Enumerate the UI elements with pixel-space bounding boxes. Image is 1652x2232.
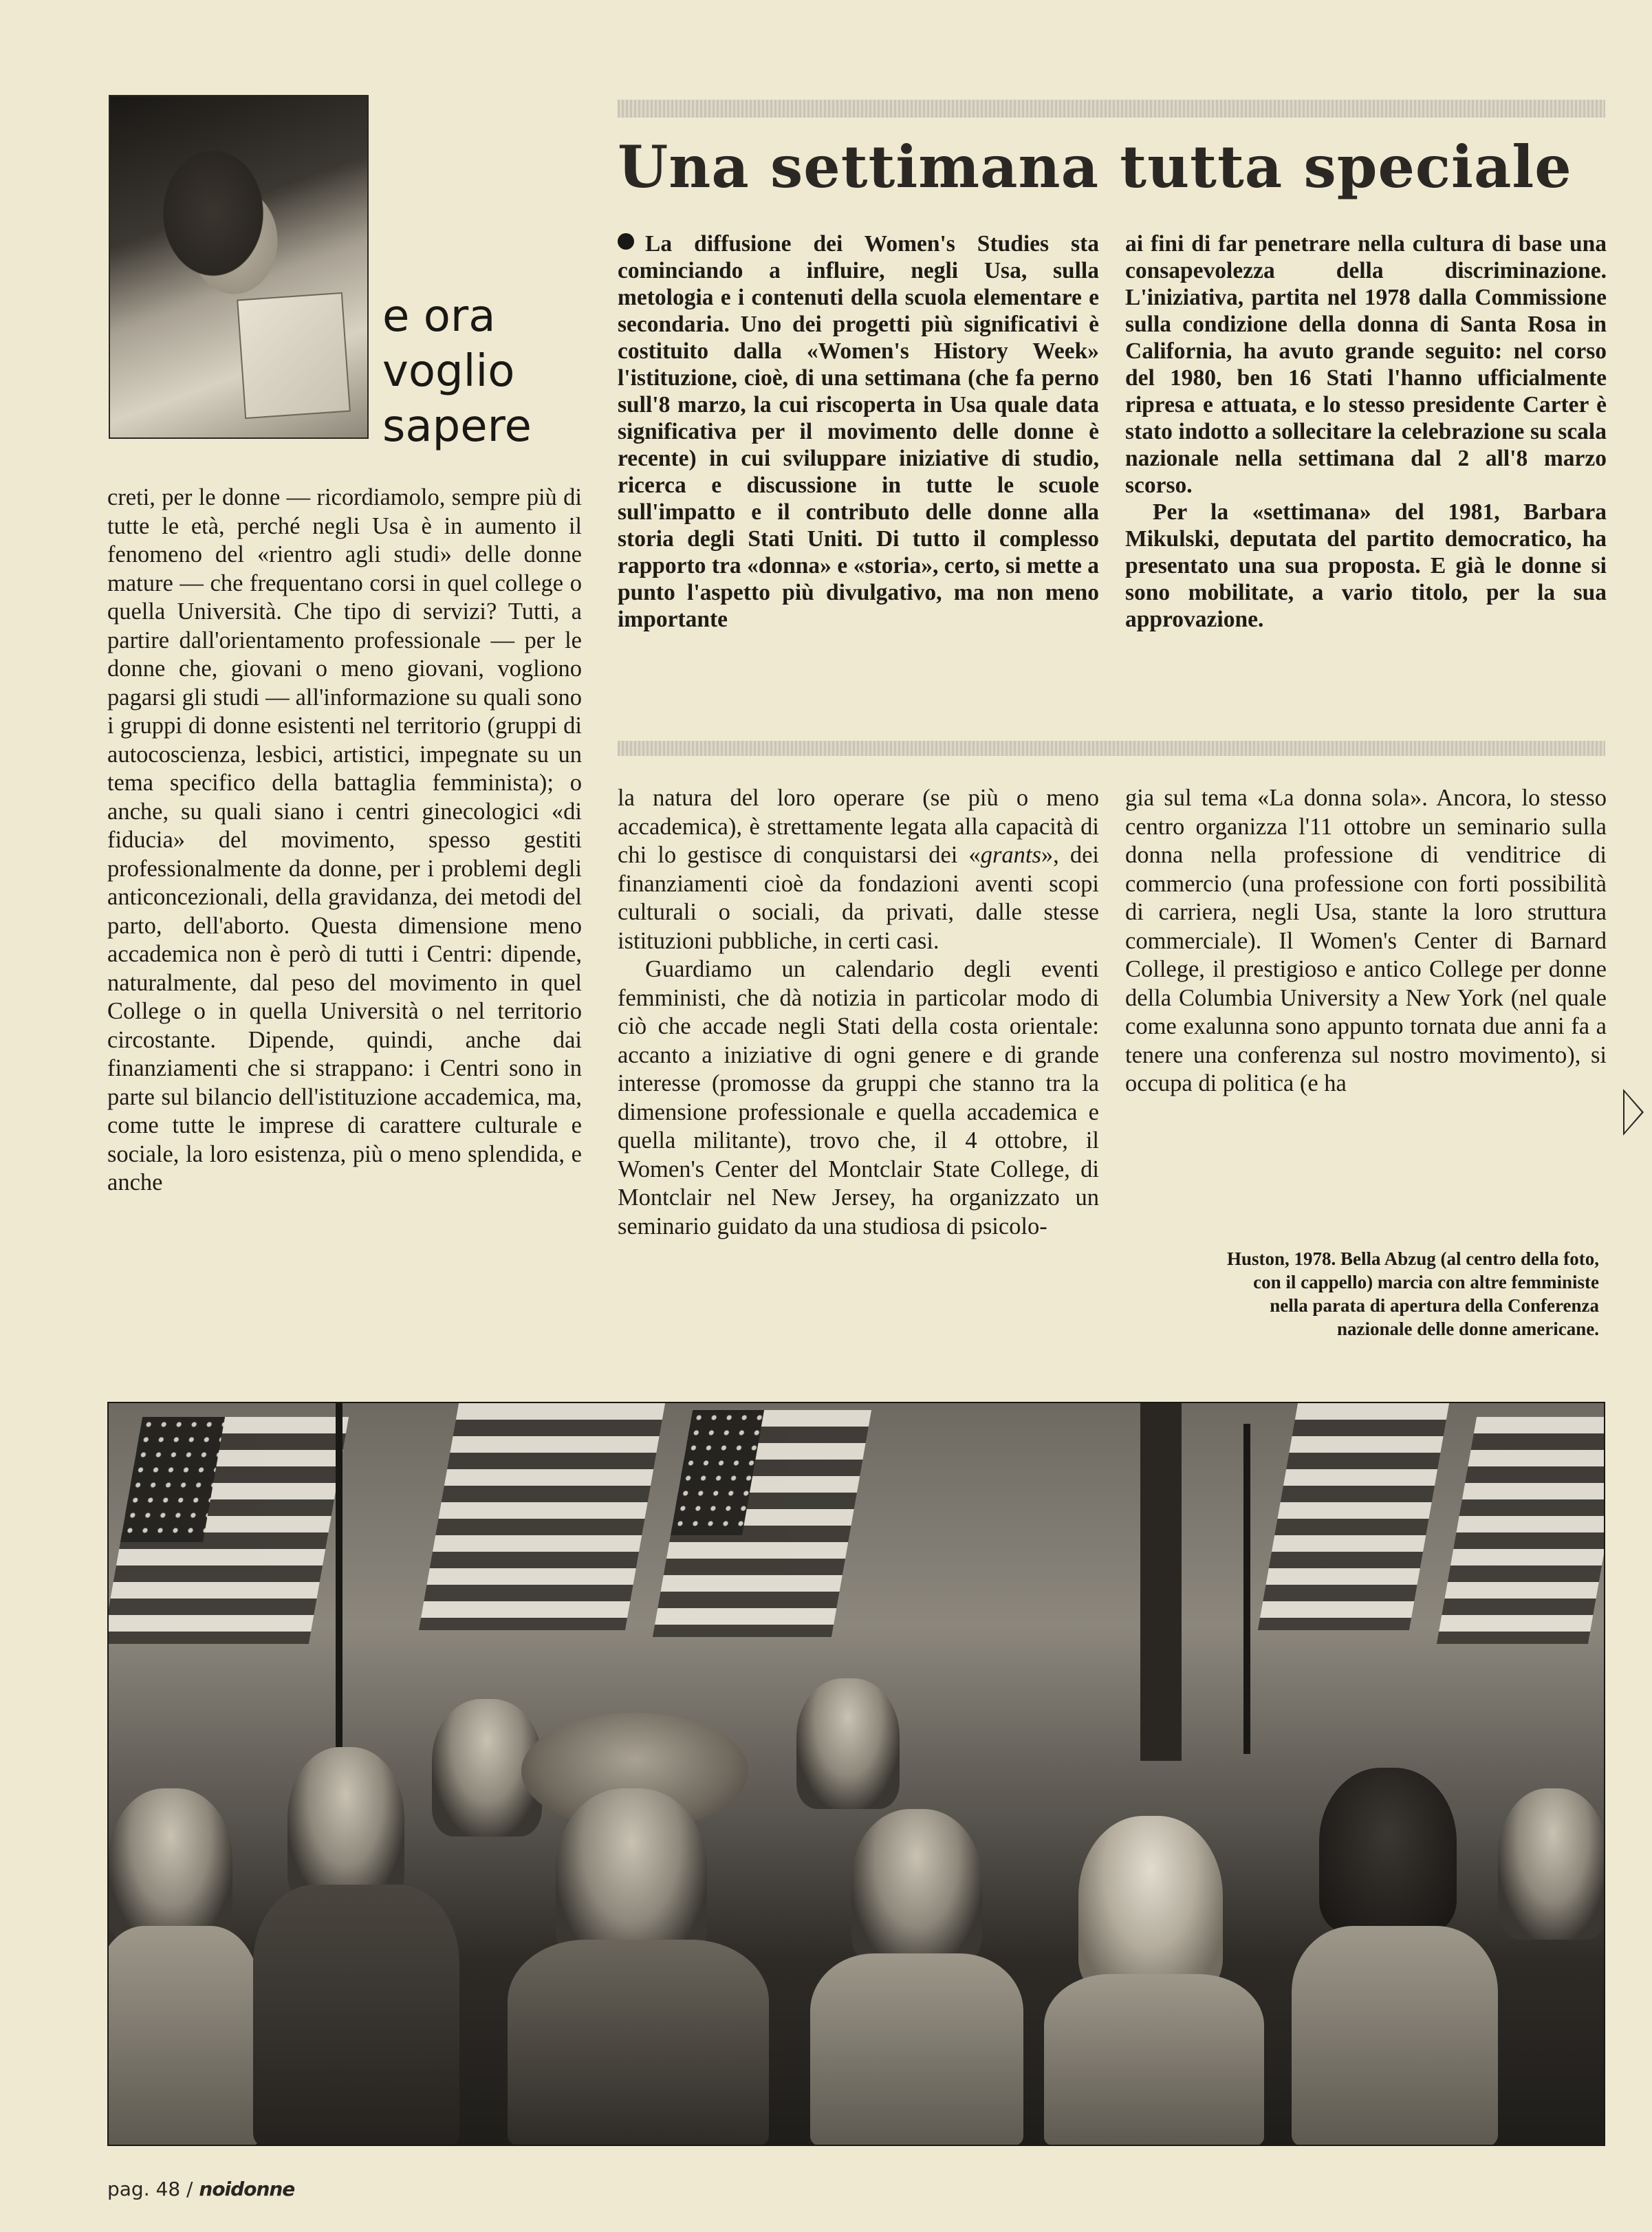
bullet-icon — [618, 233, 634, 250]
footer-separator: / — [186, 2178, 193, 2200]
box-bottom-rule — [618, 741, 1605, 756]
flag-shape — [107, 1417, 349, 1644]
portrait-photo — [109, 95, 369, 439]
kicker-line-2: voglio — [382, 346, 515, 397]
grants-term: grants — [980, 842, 1041, 868]
flag-pole — [1243, 1424, 1250, 1754]
page-number: pag. 48 — [107, 2178, 181, 2200]
flag-shape — [1437, 1417, 1605, 1644]
marcher-body — [253, 1885, 459, 2146]
marcher — [1319, 1768, 1457, 1933]
marcher — [851, 1809, 982, 1967]
box-column-2-paragraph-2: Per la «settimana» del 1981, Barbara Mikulski, deputata del partito democratico, ha presentato una sua proposta. E già le donne si sono mobilitate, a vario titolo, per la sua approvazione. — [1125, 499, 1607, 632]
box-column-2-paragraph-1: ai fini di far penetrare nella cultura di base una consapevolezza della discriminazione. L'iniziativa, partita nel 1978 dalla Commissione sulla condizione della donna di Santa Rosa in California, ha avuto grande seguito: nel corso del 1980, ben 16 Stati l'hanno ufficialmente ripresa e attuata, e lo stesso presidente Carter è stato indotto a sollecitare la celebrazione su scala nazionale nella settimana dal 2 all'8 marzo scorso. — [1125, 231, 1607, 498]
flag-shape — [1258, 1403, 1449, 1630]
marcher-body — [508, 1940, 769, 2146]
box-column-1-text: La diffusione dei Women's Studies sta cominciando a influire, negli Usa, sulla metologia e i contenuti della scuola elementare e secondaria. Uno dei progetti più significativi è costituito dalla «Women's History Week» l'istituzione, cioè, di una settimana (che fa perno sull'8 marzo, la cui riscoperta in Usa quale data significativa per il movimento delle donne è recente) in cui sviluppare iniziative di studio, ricerca e discussione in tutte le scuole sull'impatto e il contributo delle donne alla storia degli Stati Uniti. Di tutto il complesso rapporto tra «donna» e «storia», certo, si mette a punto l'aspetto più divulgativo, ma non meno importante — [618, 231, 1099, 632]
marcher — [1498, 1788, 1605, 1940]
continue-arrow-icon — [1623, 1089, 1644, 1136]
flag-pole — [336, 1403, 343, 1747]
box-headline: Una settimana tutta speciale — [618, 133, 1572, 201]
marcher — [287, 1747, 404, 1905]
marcher-body — [1044, 1974, 1264, 2146]
right-column-text: gia sul tema «La donna sola». Ancora, lo stesso centro organizza l'11 ottobre un seminario sulla donna nella professione di venditrice di commercio (una professione con forti possibilità di carriera, negli Usa, stante la loro struttura commerciale). Il Women's Center di Barnard College, il prestigioso e antico College per donne della Columbia University a New York (nel quale come exalunna sono appunto tornata due anni fa a tenere una conferenza sul nostro movimento), si occupa di politica (e ha — [1125, 785, 1607, 1096]
middle-column-text-b: », dei finanziamenti cioè da fondazioni aventi scopi culturali o sociali, da privati, dalle stesse istituzioni pubbliche, in certi casi. — [618, 842, 1099, 954]
flag-shape — [653, 1410, 871, 1637]
kicker-line-3: sapere — [382, 401, 532, 452]
section-kicker — [382, 289, 547, 454]
box-column-1 — [618, 230, 1099, 633]
middle-column-text-a: la natura del loro operare (se più o meno accademica), è strettamente legata alla capacità di chi lo gestisce di conquistarsi dei « — [618, 785, 1099, 868]
middle-column-paragraph-2: Guardiamo un calendario degli eventi femministi, che dà notizia in particolar modo di ciò che accade negli Stati della costa orientale: accanto a iniziative di ogni genere e di grande interesse (promosse da gruppi che stanno tra la dimensione professionale e quella accademica e quella militante), trovo che, il 4 ottobre, il Women's Center del Montclair State College, di Montclair nel New Jersey, ha organizzato un seminario guidato da una studiosa di psicolo- — [618, 956, 1099, 1239]
marcher — [1078, 1816, 1223, 1995]
flag-shape — [419, 1403, 665, 1630]
flag-pole — [1140, 1403, 1182, 1761]
marcher-body — [107, 1926, 260, 2146]
box-top-rule — [618, 100, 1605, 118]
page-footer — [107, 2178, 294, 2200]
left-column-text: creti, per le donne — ricordiamolo, sempre più di tutte le età, perché negli Usa è in aumento il fenomeno del «rientro agli studi» delle donne mature — che frequentano corsi in quel college o quella Università. Che tipo di servizi? Tutti, a partire dall'orientamento professionale — per le donne che, giovani o meno giovani, vogliono pagarsi gli studi — all'informazione su quali sono i gruppi di donne esistenti nel territorio (gruppi di autocoscienza, lesbici, artistici, impegnate su un tema specifico della battaglia femminista); o anche, su quali siano i centri ginecologici «di fiducia» del movimento, spesso gestiti professionalmente da donne, per i problemi degli anticoncezionali, della gravidanza, dei metodi del parto, dell'aborto. Questa dimensione meno accademica non è però di tutti i Centri: dipende, naturalmente, dal peso del movimento in quel College o in quella Università o nel territorio circostante. Dipende, quindi, anche dai finanziamenti che si strappano: i Centri sono in parte sul bilancio dell'istituzione accademica, ma, come tutte le imprese di carattere culturale e sociale, la loro esistenza, più o meno splendida, e anche — [107, 484, 582, 1195]
middle-column-paragraph-1 — [618, 784, 1099, 955]
marcher — [796, 1678, 900, 1809]
marcher — [109, 1788, 232, 1947]
middle-column — [618, 784, 1099, 1241]
magazine-brand: noidonne — [199, 2178, 295, 2200]
kicker-line-1: e ora — [382, 291, 496, 342]
photo-caption: Huston, 1978. Bella Abzug (al centro della foto, con il cappello) marcia con altre femministe nella parata di apertura della Conferenza nazionale delle donne americane. — [1226, 1248, 1599, 1339]
parade-photo — [107, 1402, 1605, 2146]
box-column-2 — [1125, 230, 1607, 633]
marcher-body — [810, 1953, 1023, 2146]
marcher-body — [1292, 1926, 1498, 2146]
